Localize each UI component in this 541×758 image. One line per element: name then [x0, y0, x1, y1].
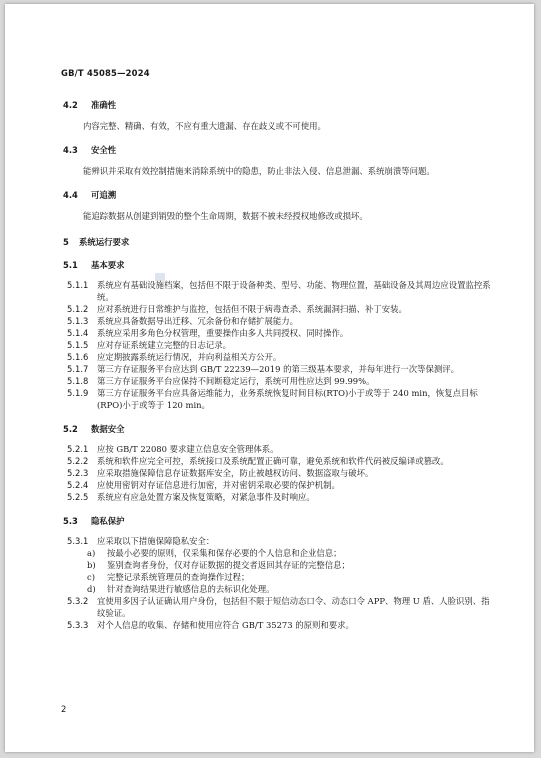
- clause-text: 第三方存证服务平台应达到 GB/T 22239—2019 的第三级基本要求，并每年进行一次等保测评。: [97, 364, 459, 374]
- section-title: 准确性: [91, 100, 117, 110]
- clause-5-2-2: [63, 455, 493, 467]
- clause-number: 5.1.8: [67, 376, 89, 386]
- clause-5-1-9: [63, 387, 493, 411]
- chapter-heading-5: [63, 236, 493, 248]
- document-page: [5, 4, 534, 752]
- clause-text: 系统应采用多角色分权管理，重要操作由多人共同授权、同时操作。: [97, 328, 349, 338]
- clause-5-1-6: [63, 351, 493, 363]
- clause-number: 5.1.6: [67, 352, 89, 362]
- section-heading-4-2: [63, 99, 493, 111]
- section-number: 5.3: [63, 516, 78, 526]
- section-number: 5.1: [63, 260, 78, 270]
- section-title: 隐私保护: [91, 516, 125, 526]
- section-heading-5-1: [63, 259, 493, 271]
- section-heading-5-3: [63, 515, 493, 527]
- clause-text: 应使用密钥对存证信息进行加密，并对密钥采取必要的保护机制。: [97, 480, 340, 490]
- section-heading-4-3: [63, 144, 493, 156]
- clause-5-2-3: [63, 467, 493, 479]
- item-text: 鉴别查询者身份，仅对存证数据的提交者返回其存证的完整信息；: [107, 560, 350, 570]
- section-number: 4.2: [63, 100, 78, 110]
- list-item-a: [63, 547, 493, 559]
- clause-list-5-2: [63, 443, 493, 503]
- item-text: 针对查询结果进行敏感信息的去标识化处理。: [107, 584, 275, 594]
- list-item-d: [63, 583, 493, 595]
- clause-5-1-2: [63, 303, 493, 315]
- clause-number: 5.3.1: [67, 536, 89, 546]
- clause-number: 5.1.4: [67, 328, 89, 338]
- clause-5-1-8: [63, 375, 493, 387]
- section-heading-4-4: [63, 189, 493, 201]
- section-number: 4.3: [63, 145, 78, 155]
- item-text: 按最小必要的原则，仅采集和保存必要的个人信息和企业信息；: [107, 548, 342, 558]
- clause-text: 应对系统进行日常维护与监控，包括但不限于病毒查杀、系统漏洞扫描、补丁安装。: [97, 304, 407, 314]
- clause-number: 5.1.7: [67, 364, 89, 374]
- section-text-4-3: 能辨识并采取有效控制措施来消除系统中的隐患，防止非法入侵、信息泄漏、系统崩溃等问题。: [83, 166, 435, 176]
- clause-number: 5.2.2: [67, 456, 89, 466]
- clause-number: 5.2.4: [67, 480, 89, 490]
- clause-5-2-1: [63, 443, 493, 455]
- clause-number: 5.2.1: [67, 444, 89, 454]
- item-text: 完整记录系统管理员的查询操作过程；: [107, 572, 250, 582]
- clause-5-1-1: [63, 279, 493, 303]
- clause-text: 应采取以下措施保障隐私安全：: [97, 536, 215, 546]
- clause-number: 5.1.1: [67, 280, 89, 290]
- clause-5-1-4: [63, 327, 493, 339]
- clause-5-3-2: [63, 595, 493, 619]
- item-marker: c): [87, 572, 95, 582]
- item-marker: a): [87, 548, 96, 558]
- clause-text: 系统应有基础设施档案，包括但不限于设备种类、型号、功能、物理位置，基础设备及其周边应设置监控系统。: [97, 280, 491, 302]
- clause-text: 应采取措施保障信息存证数据库安全，防止被越权访问、数据盗取与破坏。: [97, 468, 374, 478]
- clause-number: 5.2.5: [67, 492, 89, 502]
- item-marker: b): [87, 560, 96, 570]
- section-text-4-2: 内容完整、精确、有效，不应有重大遗漏、存在歧义或不可使用。: [83, 121, 326, 131]
- standard-number: GB/T 45085—2024: [61, 68, 150, 78]
- clause-number: 5.1.2: [67, 304, 89, 314]
- list-item-b: [63, 559, 493, 571]
- clause-text: 第三方存证服务平台应具备运维能力，业务系统恢复时间目标(RTO)小于或等于 240 min，恢复点目标(RPO)小于或等于 120 min。: [97, 388, 478, 410]
- clause-list-5-1: [63, 279, 493, 411]
- clause-text: 系统应具备数据导出迁移、冗余备份和存储扩展能力。: [97, 316, 298, 326]
- clause-text: 第三方存证服务平台应保持不间断稳定运行，系统可用性应达到 99.99%。: [97, 376, 375, 386]
- clause-text: 对个人信息的收集、存储和使用应符合 GB/T 35273 的原则和要求。: [97, 620, 354, 630]
- chapter-number: 5: [63, 237, 69, 247]
- section-title: 安全性: [91, 145, 117, 155]
- clause-5-2-4: [63, 479, 493, 491]
- clause-number: 5.2.3: [67, 468, 89, 478]
- clause-5-3-3: [63, 619, 493, 631]
- section-title: 可追溯: [91, 190, 117, 200]
- clause-text: 系统和软件应完全可控，系统接口及系统配置正确可靠，避免系统和软件代码被反编译或篡改。: [97, 456, 449, 466]
- section-title: 数据安全: [91, 424, 125, 434]
- section-heading-5-2: [63, 423, 493, 435]
- clause-5-3-1: [63, 535, 493, 547]
- section-number: 4.4: [63, 190, 78, 200]
- clause-text: 应按 GB/T 22080 要求建立信息安全管理体系。: [97, 444, 279, 454]
- page-number: 2: [61, 704, 67, 714]
- clause-text: 应定期披露系统运行情况，并向利益相关方公开。: [97, 352, 282, 362]
- clause-text: 系统应有应急处置方案及恢复策略，对紧急事件及时响应。: [97, 492, 315, 502]
- clause-number: 5.1.3: [67, 316, 89, 326]
- section-title: 基本要求: [91, 260, 125, 270]
- clause-5-2-5: [63, 491, 493, 503]
- section-number: 5.2: [63, 424, 78, 434]
- clause-5-1-7: [63, 363, 493, 375]
- clause-number: 5.1.9: [67, 388, 89, 398]
- section-text-4-4: 能追踪数据从创建到销毁的整个生命周期，数据不被未经授权地修改或损坏。: [83, 211, 368, 221]
- chapter-title: 系统运行要求: [79, 237, 130, 247]
- clause-number: 5.1.5: [67, 340, 89, 350]
- clause-list-5-3: [63, 535, 493, 631]
- clause-number: 5.3.3: [67, 620, 89, 630]
- list-item-c: [63, 571, 493, 583]
- clause-5-1-5: [63, 339, 493, 351]
- page-content: [63, 99, 493, 631]
- clause-5-1-3: [63, 315, 493, 327]
- clause-text: 宜使用多因子认证确认用户身份，包括但不限于短信动态口令、动态口令 APP、物理 U 盾、人脸识别、指纹验证。: [97, 596, 490, 618]
- clause-number: 5.3.2: [67, 596, 89, 606]
- item-marker: d): [87, 584, 96, 594]
- clause-text: 应对存证系统建立完整的日志记录。: [97, 340, 231, 350]
